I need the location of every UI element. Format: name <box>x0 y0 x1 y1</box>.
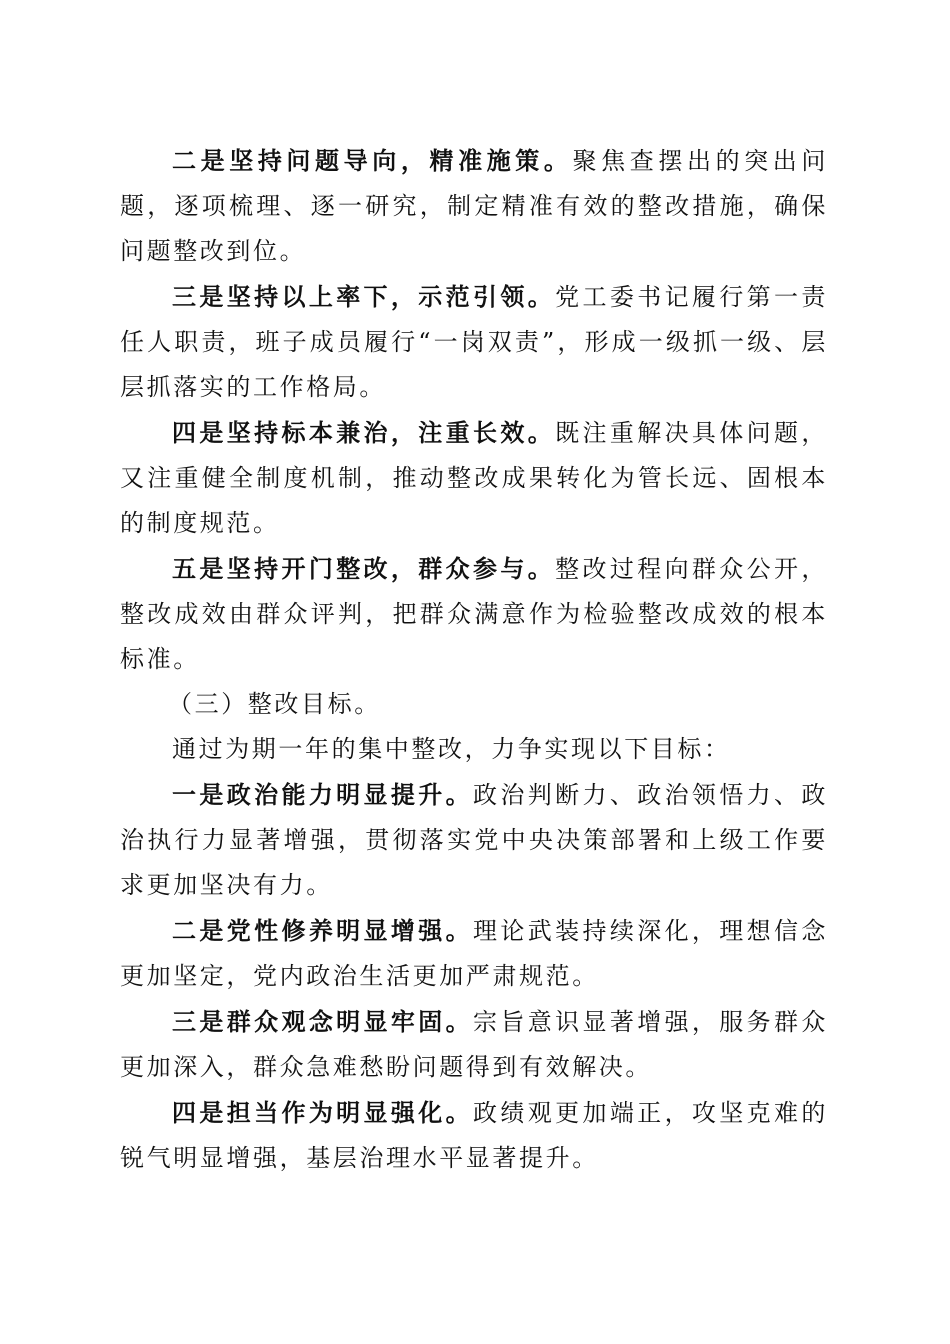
principle-paragraph-5 <box>120 546 828 682</box>
principle-lead: 五是坚持开门整改，群众参与。 <box>172 554 556 583</box>
goal-body: 宗旨意识显著增强，服务群众更加深入，群众急难愁盼问题得到有效解决。 <box>120 1008 828 1081</box>
goal-paragraph-2 <box>120 908 828 999</box>
goal-body: 政绩观更加端正，攻坚克难的锐气明显增强，基层治理水平显著提升。 <box>120 1099 828 1172</box>
goal-paragraph-3 <box>120 999 828 1090</box>
goal-paragraph-4 <box>120 1090 828 1181</box>
goal-lead: 四是担当作为明显强化。 <box>172 1098 474 1127</box>
goals-intro: 通过为期一年的集中整改，力争实现以下目标： <box>172 735 731 763</box>
principle-body: 既注重解决具体问题，又注重健全制度机制，推动整改成果转化为管长远、固根本的制度规范。 <box>120 419 828 537</box>
principle-body: 整改过程向群众公开，整改成效由群众评判，把群众满意作为检验整改成效的根本标准。 <box>120 555 828 673</box>
goal-lead: 二是党性修养明显增强。 <box>172 916 474 945</box>
principle-paragraph-3 <box>120 274 828 410</box>
principle-paragraph-4 <box>120 410 828 546</box>
goal-body: 政治判断力、政治领悟力、政治执行力显著增强，贯彻落实党中央决策部署和上级工作要求更加坚决有力。 <box>120 781 828 899</box>
principle-lead: 二是坚持问题导向，精准施策。 <box>172 146 573 175</box>
principle-paragraph-2 <box>120 138 828 274</box>
principle-body: 聚焦查摆出的突出问题，逐项梳理、逐一研究，制定精准有效的整改措施，确保问题整改到位。 <box>120 147 828 265</box>
goal-body: 理论武装持续深化，理想信念更加坚定，党内政治生活更加严肃规范。 <box>120 917 828 990</box>
document-page <box>120 138 828 1181</box>
principle-lead: 三是坚持以上率下，示范引领。 <box>172 282 556 311</box>
principle-body: 党工委书记履行第一责任人职责，班子成员履行“一岗双责”，形成一级抓一级、层层抓落实的工作格局。 <box>120 283 828 401</box>
principle-lead: 四是坚持标本兼治，注重长效。 <box>172 418 556 447</box>
goal-paragraph-1 <box>120 772 828 908</box>
section-heading: （三）整改目标。 <box>168 690 381 718</box>
goal-lead: 一是政治能力明显提升。 <box>172 780 474 809</box>
goal-lead: 三是群众观念明显牢固。 <box>172 1007 474 1036</box>
